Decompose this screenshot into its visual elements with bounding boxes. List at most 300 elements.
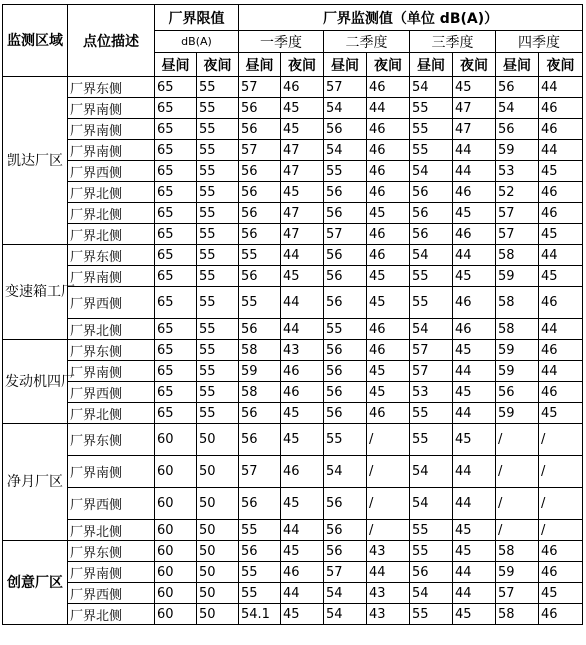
value-cell: 44 [453,562,496,583]
value-cell: 56 [324,287,367,319]
header-season-2: 二季度 [324,31,410,53]
value-cell: 58 [496,287,539,319]
point-cell: 厂界东侧 [68,424,155,456]
value-cell: 55 [197,140,239,161]
value-cell: / [496,488,539,520]
value-cell: 47 [281,203,324,224]
value-cell: 60 [155,424,197,456]
value-cell: 50 [197,488,239,520]
table-row [3,140,583,161]
value-cell: 45 [281,488,324,520]
value-cell: 46 [539,182,583,203]
value-cell: 53 [496,161,539,182]
table-row [3,245,583,266]
value-cell: 56 [239,161,281,182]
value-cell: 56 [324,203,367,224]
value-cell: 55 [239,583,281,604]
value-cell: 46 [367,140,410,161]
value-cell: 54 [410,245,453,266]
value-cell: 54 [324,140,367,161]
point-cell: 厂界西侧 [68,382,155,403]
value-cell: 45 [539,403,583,424]
value-cell: 45 [367,382,410,403]
value-cell: 55 [197,161,239,182]
value-cell: 44 [539,361,583,382]
value-cell: 57 [239,140,281,161]
value-cell: 65 [155,403,197,424]
value-cell: 55 [197,182,239,203]
value-cell: 54 [410,161,453,182]
value-cell: 65 [155,224,197,245]
value-cell: 65 [155,140,197,161]
value-cell: 45 [453,77,496,98]
table-row [3,382,583,403]
value-cell: 56 [324,488,367,520]
table-row [3,456,583,488]
value-cell: / [496,424,539,456]
value-cell: 56 [324,182,367,203]
value-cell: 55 [197,403,239,424]
value-cell: 44 [453,403,496,424]
point-cell: 厂界北侧 [68,203,155,224]
value-cell: 55 [197,203,239,224]
value-cell: 43 [281,340,324,361]
region-cell: 发动机四厂 [3,340,68,424]
value-cell: 65 [155,340,197,361]
value-cell: / [367,520,410,541]
header-night: 夜间 [281,53,324,77]
header-limit: 厂界限值 [155,5,239,31]
value-cell: 59 [496,403,539,424]
value-cell: 46 [367,245,410,266]
value-cell: 55 [410,604,453,625]
value-cell: 56 [410,224,453,245]
header-day: 昼间 [155,53,197,77]
value-cell: 56 [239,488,281,520]
value-cell: 45 [281,182,324,203]
value-cell: 54 [324,604,367,625]
value-cell: 45 [367,266,410,287]
value-cell: 56 [239,319,281,340]
table-row [3,340,583,361]
value-cell: 55 [410,424,453,456]
value-cell: 55 [410,541,453,562]
value-cell: 56 [496,119,539,140]
value-cell: 46 [367,403,410,424]
header-monitor: 厂界监测值（单位 dB(A)） [239,5,583,31]
value-cell: 55 [324,161,367,182]
value-cell: 55 [197,77,239,98]
point-cell: 厂界南侧 [68,98,155,119]
point-cell: 厂界北侧 [68,319,155,340]
value-cell: 43 [367,604,410,625]
value-cell: / [367,424,410,456]
table-row [3,541,583,562]
value-cell: 46 [367,182,410,203]
value-cell: 46 [539,340,583,361]
value-cell: 44 [539,245,583,266]
value-cell: 56 [496,382,539,403]
value-cell: / [496,520,539,541]
value-cell: 45 [453,424,496,456]
value-cell: 50 [197,604,239,625]
value-cell: 44 [367,562,410,583]
value-cell: 46 [281,456,324,488]
value-cell: 46 [281,77,324,98]
table-row [3,583,583,604]
value-cell: 46 [367,224,410,245]
value-cell: 45 [281,266,324,287]
value-cell: 45 [539,161,583,182]
value-cell: 45 [453,541,496,562]
value-cell: 55 [239,562,281,583]
value-cell: 46 [367,319,410,340]
header-season-4: 四季度 [496,31,583,53]
header-area: 监测区域 [3,5,68,77]
value-cell: 52 [496,182,539,203]
value-cell: 56 [324,266,367,287]
header-night: 夜间 [367,53,410,77]
value-cell: 65 [155,287,197,319]
value-cell: 58 [496,245,539,266]
value-cell: 55 [239,520,281,541]
table-row [3,488,583,520]
table-row [3,224,583,245]
value-cell: 55 [239,287,281,319]
point-cell: 厂界东侧 [68,77,155,98]
value-cell: 65 [155,361,197,382]
value-cell: 45 [367,203,410,224]
value-cell: 56 [324,382,367,403]
value-cell: 58 [239,382,281,403]
value-cell: 47 [281,161,324,182]
value-cell: 45 [281,541,324,562]
value-cell: / [539,520,583,541]
value-cell: 46 [453,224,496,245]
value-cell: 44 [453,140,496,161]
header-limit-unit: dB(A) [155,31,239,53]
point-cell: 厂界东侧 [68,340,155,361]
point-cell: 厂界南侧 [68,119,155,140]
table-row [3,361,583,382]
value-cell: 56 [324,520,367,541]
value-cell: 50 [197,520,239,541]
value-cell: 46 [453,319,496,340]
value-cell: 57 [324,562,367,583]
value-cell: 54 [410,319,453,340]
value-cell: / [496,456,539,488]
value-cell: 47 [281,224,324,245]
value-cell: 44 [453,361,496,382]
region-cell: 变速箱工厂 [3,245,68,340]
value-cell: 55 [324,424,367,456]
value-cell: 46 [539,541,583,562]
value-cell: 45 [453,203,496,224]
value-cell: 46 [539,287,583,319]
region-cell: 净月厂区 [3,424,68,541]
value-cell: 58 [239,340,281,361]
value-cell: / [539,424,583,456]
value-cell: 47 [281,140,324,161]
value-cell: / [367,456,410,488]
value-cell: 55 [410,119,453,140]
table-row [3,77,583,98]
point-cell: 厂界西侧 [68,583,155,604]
table-row [3,562,583,583]
value-cell: 57 [239,77,281,98]
point-cell: 厂界北侧 [68,520,155,541]
value-cell: 44 [281,319,324,340]
value-cell: 55 [197,340,239,361]
value-cell: 65 [155,245,197,266]
value-cell: 56 [324,361,367,382]
value-cell: 55 [324,319,367,340]
value-cell: 59 [496,266,539,287]
value-cell: 54 [324,98,367,119]
value-cell: / [539,456,583,488]
point-cell: 厂界西侧 [68,287,155,319]
value-cell: 46 [367,119,410,140]
header-night: 夜间 [453,53,496,77]
table-row [3,520,583,541]
table-row [3,604,583,625]
point-cell: 厂界南侧 [68,361,155,382]
header-day: 昼间 [496,53,539,77]
value-cell: 46 [539,98,583,119]
value-cell: 43 [367,541,410,562]
value-cell: 58 [496,319,539,340]
value-cell: 44 [453,245,496,266]
point-cell: 厂界南侧 [68,140,155,161]
value-cell: 56 [324,340,367,361]
value-cell: 56 [239,203,281,224]
value-cell: 55 [197,319,239,340]
noise-monitoring-table [2,4,583,625]
value-cell: 55 [197,287,239,319]
value-cell: 54 [410,488,453,520]
value-cell: 46 [281,562,324,583]
value-cell: 45 [281,403,324,424]
value-cell: 45 [281,424,324,456]
value-cell: 45 [453,520,496,541]
value-cell: 60 [155,456,197,488]
table-row [3,98,583,119]
value-cell: 46 [367,161,410,182]
header-day: 昼间 [410,53,453,77]
header-point: 点位描述 [68,5,155,77]
value-cell: 53 [410,382,453,403]
value-cell: 60 [155,583,197,604]
value-cell: 56 [239,224,281,245]
value-cell: 50 [197,583,239,604]
value-cell: 55 [197,119,239,140]
value-cell: 45 [453,382,496,403]
value-cell: 54 [324,583,367,604]
value-cell: 46 [539,203,583,224]
value-cell: 44 [453,488,496,520]
value-cell: 44 [453,161,496,182]
value-cell: 65 [155,161,197,182]
value-cell: 45 [281,119,324,140]
value-cell: 65 [155,203,197,224]
value-cell: 58 [496,604,539,625]
point-cell: 厂界北侧 [68,224,155,245]
value-cell: 57 [496,203,539,224]
value-cell: 46 [539,604,583,625]
table-row [3,424,583,456]
value-cell: 55 [410,403,453,424]
value-cell: 54 [496,98,539,119]
point-cell: 厂界北侧 [68,604,155,625]
value-cell: 44 [453,583,496,604]
value-cell: 57 [324,77,367,98]
value-cell: 65 [155,319,197,340]
value-cell: 54 [410,456,453,488]
value-cell: 55 [197,224,239,245]
value-cell: 46 [281,382,324,403]
value-cell: 46 [453,287,496,319]
value-cell: 57 [239,456,281,488]
value-cell: 59 [496,562,539,583]
value-cell: 47 [453,98,496,119]
value-cell: 65 [155,77,197,98]
value-cell: 45 [539,224,583,245]
table-row [3,161,583,182]
value-cell: 55 [197,98,239,119]
value-cell: 45 [539,266,583,287]
header-season-1: 一季度 [239,31,324,53]
value-cell: 45 [281,604,324,625]
value-cell: 56 [324,403,367,424]
value-cell: 65 [155,182,197,203]
value-cell: 59 [496,140,539,161]
value-cell: 56 [324,119,367,140]
value-cell: 60 [155,488,197,520]
value-cell: 56 [239,266,281,287]
value-cell: 45 [453,340,496,361]
table-row [3,119,583,140]
header-day: 昼间 [324,53,367,77]
value-cell: 54.1 [239,604,281,625]
value-cell: 44 [539,140,583,161]
value-cell: 60 [155,520,197,541]
value-cell: 46 [281,361,324,382]
value-cell: 56 [239,182,281,203]
value-cell: 50 [197,456,239,488]
value-cell: 50 [197,562,239,583]
value-cell: 57 [496,583,539,604]
value-cell: 56 [496,77,539,98]
table-row [3,203,583,224]
region-cell: 创意厂区 [3,541,68,625]
value-cell: 50 [197,541,239,562]
header-night: 夜间 [197,53,239,77]
value-cell: 65 [155,382,197,403]
header-night: 夜间 [539,53,583,77]
header-day: 昼间 [239,53,281,77]
value-cell: 50 [197,424,239,456]
value-cell: 45 [281,98,324,119]
point-cell: 厂界南侧 [68,562,155,583]
point-cell: 厂界北侧 [68,182,155,203]
value-cell: 60 [155,604,197,625]
table-row [3,319,583,340]
value-cell: 56 [239,119,281,140]
value-cell: 55 [410,140,453,161]
value-cell: 44 [539,77,583,98]
point-cell: 厂界东侧 [68,245,155,266]
value-cell: 46 [539,382,583,403]
value-cell: 55 [239,245,281,266]
value-cell: 55 [410,98,453,119]
value-cell: 56 [324,541,367,562]
value-cell: 46 [539,562,583,583]
value-cell: 45 [367,287,410,319]
point-cell: 厂界北侧 [68,403,155,424]
table-row [3,287,583,319]
value-cell: 65 [155,266,197,287]
value-cell: 57 [410,361,453,382]
value-cell: 55 [410,266,453,287]
point-cell: 厂界东侧 [68,541,155,562]
value-cell: 57 [324,224,367,245]
value-cell: 54 [410,77,453,98]
value-cell: 45 [539,583,583,604]
table-row [3,403,583,424]
value-cell: 44 [281,520,324,541]
value-cell: 59 [496,361,539,382]
value-cell: 54 [410,583,453,604]
value-cell: 44 [281,245,324,266]
value-cell: 57 [496,224,539,245]
value-cell: 56 [239,424,281,456]
value-cell: 44 [539,319,583,340]
header-season-3: 三季度 [410,31,496,53]
table-row [3,266,583,287]
value-cell: 55 [197,382,239,403]
point-cell: 厂界南侧 [68,456,155,488]
table-row [3,182,583,203]
value-cell: 47 [453,119,496,140]
value-cell: 54 [324,456,367,488]
value-cell: 45 [367,361,410,382]
point-cell: 厂界西侧 [68,488,155,520]
value-cell: 44 [281,583,324,604]
value-cell: 44 [453,456,496,488]
value-cell: 57 [410,340,453,361]
value-cell: 65 [155,119,197,140]
value-cell: 45 [453,604,496,625]
value-cell: 60 [155,541,197,562]
value-cell: 65 [155,98,197,119]
value-cell: 46 [539,119,583,140]
value-cell: 58 [496,541,539,562]
value-cell: 56 [410,203,453,224]
value-cell: 44 [281,287,324,319]
value-cell: 55 [197,266,239,287]
value-cell: / [539,488,583,520]
value-cell: 56 [239,98,281,119]
value-cell: 44 [367,98,410,119]
point-cell: 厂界西侧 [68,161,155,182]
value-cell: 59 [496,340,539,361]
value-cell: / [367,488,410,520]
region-cell: 凯达厂区 [3,77,68,245]
point-cell: 厂界南侧 [68,266,155,287]
value-cell: 55 [197,245,239,266]
value-cell: 46 [367,340,410,361]
value-cell: 56 [239,403,281,424]
